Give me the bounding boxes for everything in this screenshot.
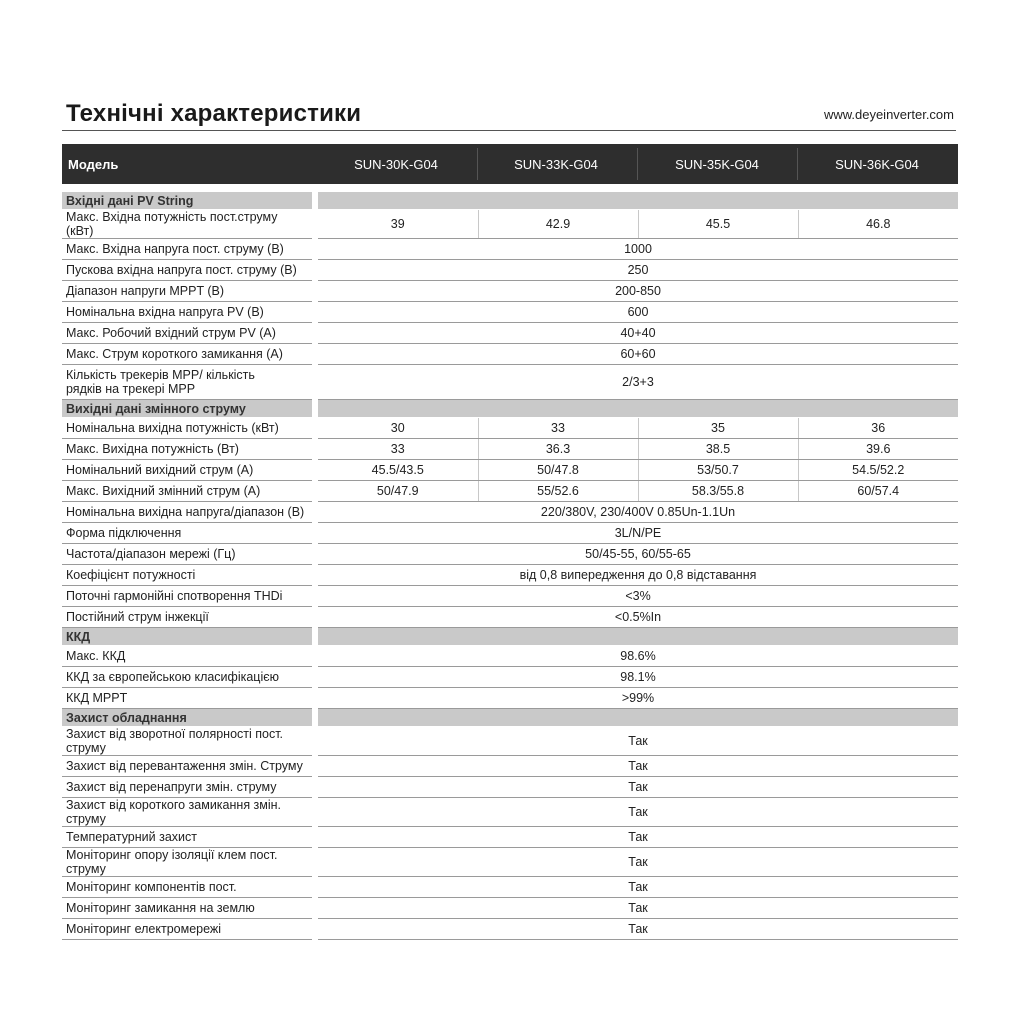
table-row <box>62 777 958 798</box>
row-label: Моніторинг замикання на землю <box>62 898 312 919</box>
row-label: Номінальна вхідна напруга PV (В) <box>62 302 312 323</box>
table-row <box>62 848 958 877</box>
row-value: 42.9 <box>478 210 638 239</box>
row-label: Пускова вхідна напруга пост. струму (В) <box>62 260 312 281</box>
row-label: Моніторинг електромережі <box>62 919 312 940</box>
row-value: 98.1% <box>318 667 958 688</box>
row-value: 46.8 <box>798 210 958 239</box>
row-value: від 0,8 випередження до 0,8 відставання <box>318 565 958 586</box>
table-row <box>62 646 958 667</box>
row-value: 55/52.6 <box>478 481 638 502</box>
table-row <box>62 439 958 460</box>
table-row <box>62 365 958 400</box>
row-label: Макс. ККД <box>62 646 312 667</box>
table-row <box>62 827 958 848</box>
row-value: 39.6 <box>798 439 958 460</box>
table-row <box>62 544 958 565</box>
row-value: 220/380V, 230/400V 0.85Un-1.1Un <box>318 502 958 523</box>
row-value: 60+60 <box>318 344 958 365</box>
spec-table <box>62 192 958 940</box>
row-value: 45.5 <box>638 210 798 239</box>
row-value: 200-850 <box>318 281 958 302</box>
row-label: Частота/діапазон мережі (Гц) <box>62 544 312 565</box>
row-value: Так <box>318 727 958 756</box>
row-value: Так <box>318 827 958 848</box>
table-row <box>62 281 958 302</box>
row-label: Макс. Вхідна напруга пост. струму (В) <box>62 239 312 260</box>
row-label: Номінальна вихідна напруга/діапазон (В) <box>62 502 312 523</box>
table-row <box>62 260 958 281</box>
table-row <box>62 418 958 439</box>
section-title: Вихідні дані змінного струму <box>62 400 312 418</box>
table-row <box>62 898 958 919</box>
section-header <box>62 709 958 727</box>
row-label: Поточні гармонійні спотворення THDi <box>62 586 312 607</box>
row-value: 2/3+3 <box>318 365 958 400</box>
row-value: 50/47.9 <box>318 481 478 502</box>
row-label: Захист від короткого замикання змін. струму <box>62 798 312 827</box>
row-value: Так <box>318 877 958 898</box>
section-header <box>62 192 958 210</box>
row-label: ККД MPPT <box>62 688 312 709</box>
table-row <box>62 460 958 481</box>
table-row <box>62 798 958 827</box>
table-row <box>62 756 958 777</box>
model-column-header: SUN-30K-G04 <box>354 157 438 172</box>
row-value: <3% <box>318 586 958 607</box>
table-row <box>62 667 958 688</box>
section-title: Захист обладнання <box>62 709 312 727</box>
row-label <box>62 365 312 400</box>
table-row <box>62 607 958 628</box>
title-divider <box>62 130 956 131</box>
row-value: 39 <box>318 210 478 239</box>
row-label: Захист від перевантаження змін. Струму <box>62 756 312 777</box>
table-row <box>62 727 958 756</box>
model-column-header: SUN-35K-G04 <box>675 157 759 172</box>
row-label: ККД за європейською класифікацією <box>62 667 312 688</box>
row-label: Макс. Вхідна потужність пост.струму (кВт) <box>62 210 312 239</box>
table-row <box>62 481 958 502</box>
table-row <box>62 877 958 898</box>
row-label: Температурний захист <box>62 827 312 848</box>
model-header-bar <box>62 144 958 184</box>
row-label: Постійний струм інжекції <box>62 607 312 628</box>
section-header <box>62 400 958 418</box>
row-label: Коефіцієнт потужності <box>62 565 312 586</box>
row-value: 33 <box>318 439 478 460</box>
row-value: 600 <box>318 302 958 323</box>
row-value: Так <box>318 848 958 877</box>
row-value: 35 <box>638 418 798 439</box>
table-row <box>62 239 958 260</box>
row-value: Так <box>318 756 958 777</box>
row-label: Моніторинг опору ізоляції клем пост. струму <box>62 848 312 877</box>
row-value: 36 <box>798 418 958 439</box>
row-value: 53/50.7 <box>638 460 798 481</box>
row-value: 50/47.8 <box>478 460 638 481</box>
row-value: 40+40 <box>318 323 958 344</box>
row-label: Форма підключення <box>62 523 312 544</box>
model-label: Модель <box>68 157 119 172</box>
row-value: 3L/N/PE <box>318 523 958 544</box>
table-row <box>62 586 958 607</box>
row-value: Так <box>318 898 958 919</box>
table-row <box>62 210 958 239</box>
model-column-header: SUN-36K-G04 <box>835 157 919 172</box>
row-label-line: Кількість трекерів MPP/ кількість <box>66 368 255 382</box>
row-value: Так <box>318 777 958 798</box>
row-label: Моніторинг компонентів пост. <box>62 877 312 898</box>
row-label: Номінальна вихідна потужність (кВт) <box>62 418 312 439</box>
table-row <box>62 302 958 323</box>
row-value: 54.5/52.2 <box>798 460 958 481</box>
row-value: 50/45-55, 60/55-65 <box>318 544 958 565</box>
row-value: 60/57.4 <box>798 481 958 502</box>
row-label: Макс. Вихідна потужність (Вт) <box>62 439 312 460</box>
row-value: Так <box>318 798 958 827</box>
table-row <box>62 323 958 344</box>
section-header <box>62 628 958 646</box>
section-title: ККД <box>62 628 312 646</box>
row-label-line: рядків на трекері MPP <box>66 382 196 396</box>
section-title: Вхідні дані PV String <box>62 192 312 210</box>
row-value: 38.5 <box>638 439 798 460</box>
row-value: 30 <box>318 418 478 439</box>
row-label: Діапазон напруги MPPT (В) <box>62 281 312 302</box>
row-label: Макс. Вихідний змінний струм (A) <box>62 481 312 502</box>
row-value: 33 <box>478 418 638 439</box>
table-row <box>62 502 958 523</box>
table-row <box>62 688 958 709</box>
model-column-header: SUN-33K-G04 <box>514 157 598 172</box>
table-row <box>62 919 958 940</box>
website-url: www.deyeinverter.com <box>823 107 954 122</box>
row-label: Захист від зворотної полярності пост. струму <box>62 727 312 756</box>
row-label: Номінальний вихідний струм (A) <box>62 460 312 481</box>
row-value: 1000 <box>318 239 958 260</box>
page-title: Технічні характеристики <box>66 100 362 127</box>
row-value: 98.6% <box>318 646 958 667</box>
row-value: 36.3 <box>478 439 638 460</box>
row-label: Захист від перенапруги змін. струму <box>62 777 312 798</box>
row-value: 250 <box>318 260 958 281</box>
row-value: 45.5/43.5 <box>318 460 478 481</box>
row-label: Макс. Струм короткого замикання (A) <box>62 344 312 365</box>
row-label: Макс. Робочий вхідний струм PV (A) <box>62 323 312 344</box>
row-value: <0.5%In <box>318 607 958 628</box>
row-value: 58.3/55.8 <box>638 481 798 502</box>
row-value: Так <box>318 919 958 940</box>
table-row <box>62 565 958 586</box>
table-row <box>62 344 958 365</box>
row-value: >99% <box>318 688 958 709</box>
table-row <box>62 523 958 544</box>
